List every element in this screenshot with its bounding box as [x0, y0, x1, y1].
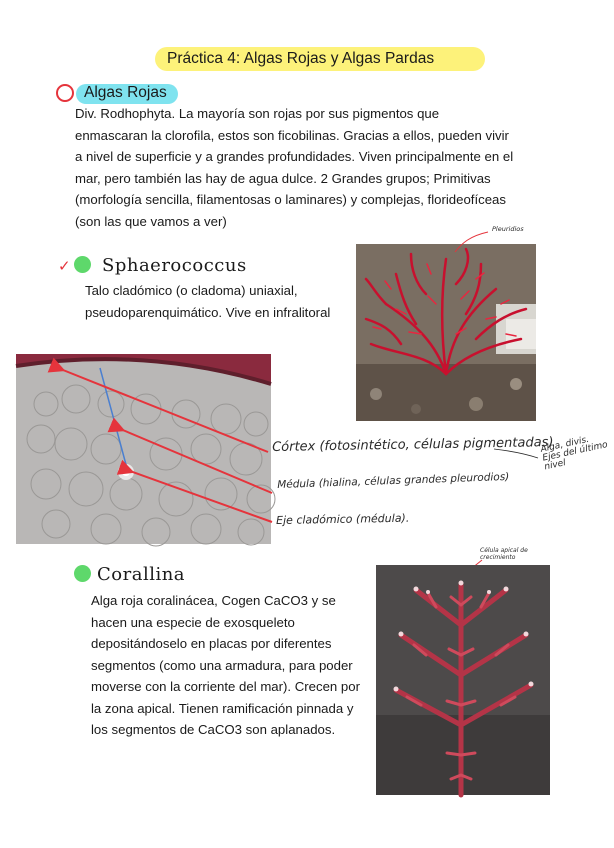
eje-label: Eje cladómico (médula). [276, 511, 410, 527]
section-heading: Algas Rojas [84, 84, 167, 101]
section-bullet-circle [56, 84, 74, 102]
corallina-description: Alga roja coralinácea, Cogen CaCO3 y se hacen una especie de exosqueleto depositándoselo en placas por diferentes segmentos (como una armadura, para poder moverse con la corriente del mar). Crecen por la zona apical. Tienen ramificación pinnada y los segmentos de CaCO3 son aplanados. [91, 593, 360, 737]
sphaerococcus-description: Talo cladómico (o cladoma) uniaxial, pseudoparenquimático. Vive en infralitoral [85, 283, 331, 320]
micrograph-photo [16, 354, 271, 544]
pleuridios-note: Pleuridios [492, 225, 524, 233]
apical-cell-note: Célula apical de crecimiento [480, 547, 528, 561]
side-note: Alga, divis. Ejes del último nivel [539, 434, 609, 473]
intro-paragraph: Div. Rodhophyta. La mayoría son rojas por sus pigmentos que enmascaran la clorofila, estos son ficobilinas. Gracias a ellos, pueden vivir a nivel de superficie y a grandes profundidades. Viven principalmente en el mar, pero también las hay de agua dulce. 2 Grandes grupos; Primitivas (morfología sencilla, filamentosas o laminares) y complejas, florideofíceas (son las que vamos a ver) [75, 106, 514, 229]
medula-label: Médula (hialina, células grandes pleurodios) [277, 470, 510, 491]
corallina-title: Corallina [97, 564, 186, 585]
green-bullet-icon [74, 565, 91, 582]
check-mark-icon: ✓ [58, 258, 71, 275]
cortex-label: Córtex (fotosintético, células pigmentadas) [272, 435, 554, 455]
green-bullet-icon [74, 256, 91, 273]
page-title: Práctica 4: Algas Rojas y Algas Pardas [167, 50, 435, 67]
sphaerococcus-title: Sphaerococcus [102, 255, 247, 276]
sphaerococcus-photo [356, 244, 536, 421]
corallina-photo [376, 565, 550, 795]
